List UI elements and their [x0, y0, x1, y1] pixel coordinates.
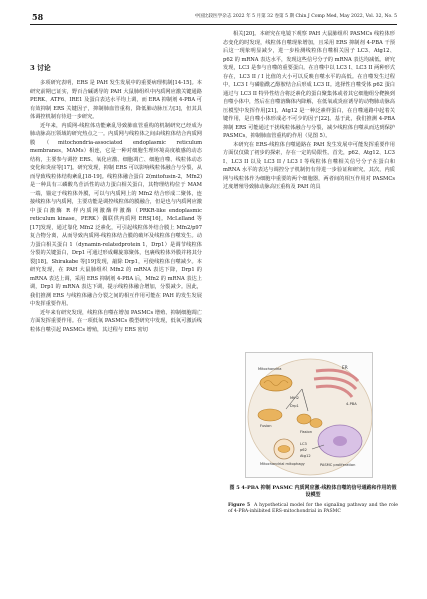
paragraph: 近年来，内质网-线粒体功能紊乱导致肺血管重构的机制研究已经成为肺动脉高压领域的研究热点之一。内质网与线粒体之间由线粒体结合内质网膜（mitochondria-associated endoplasmic reticulum membranes，MAMs）相连，它是一种对细胞生理环境高度敏感的动态结构，主要参与调控 ERS、氧化应激、细胞凋亡、细胞自噬、线粒体动态变化和炎症等[17]。研究发现，抑制 ERS 可以影响线粒体融合与分裂，从而导致线粒体结构紊乱[18-19]。线粒体融合蛋白 2(mitofusin-2，Mfn2) 是一种具有三磷酸鸟苷活性的动力蛋白相关蛋白，其物理结构位于 MAM 一端，锚定于线粒体外膜，可以与内质网上的 Mfn2 结合形成二聚体，连接线粒体与内质网，主要功能是调控线粒体的膜融合，但是也与内质网应激中蛋白激酶 R 样内质网激酶样激酶（PRKR-like endoplasmic reticulum kinase，PERK）偶联供内质网 ERS[16]。McLelland 等[17]发现，通过靠化 Mfn2 泛素化，可引起线粒体外结合膜上 Mfn2/p97 复合物分离，从而导致内质网-线粒体结合膜的破坏及线粒体自噬发生。动力蛋白相关蛋白 1（dynamin-relatedprotein 1，Drp1）是调节线粒体分裂的关键蛋白，Drp1 可通过形成螺旋寡聚体，包裹线粒体外膜并将其分裂[18]。Shirakabe 等[19]发现，敲除 Drp1，可使线粒体自噬减少。本研究发现，在 PAH 大鼠肺组织 Mfn2 的 mRNA 表达下降，Drp1 的 mRNA 表达上调，采用 ERS 抑制剂 4-PBA 后，Mfn2 的 mRNA 表达上调，Drp1 的 mRNA 表达下调，提示线粒体融合增加，分裂减少。因此，我们推测 ERS 与线粒体融合分裂之间的相互作用可能在 PAH 的发生发展中发挥重要作用。 — [30, 122, 202, 307]
lc3-label: LC3 — [300, 442, 307, 446]
er-label: ER — [342, 366, 348, 371]
nucleus-shape — [318, 425, 362, 457]
mitochondria-label: Mitochondria — [258, 367, 282, 371]
paragraph: 多项研究表明，ERS 是 PAH 发生发展中的重要病理机制[14-15]。本研究前期已证实，野百合碱诱导的 PAH 大鼠肺组织中内质网应激关键通路 PERK、ATF6、IRE1 及蛋白表达水平均上调，而 ERA 抑制剂 4-PBA 可有效抑制 ERS 关键因子，抑制肺血管重构，降低肺动脉压力[3]，但其具体调控机制有待进一步研究。 — [30, 80, 202, 120]
figure-caption-cn: 图 5 4-PBA 抑制 PASMC 内质网应激-线粒体自噬的信号通路和作用的假设模型 — [229, 485, 397, 498]
autophagosome-shape — [274, 439, 294, 459]
mitophagy-label: Mitochondrial mitophagy — [260, 462, 305, 466]
figure-5-diagram — [245, 352, 373, 478]
journal-header: 中国比较医学杂志 2022 年 5 月第 32 卷第 5 期 Chin J Comp Med, May 2022, Vol. 32, No. 5 — [194, 14, 397, 19]
atg12-label: Atg12 — [300, 454, 311, 458]
paragraph: 近年来有研究发现，线粒体自噬在增加 PASMCs 增殖、抑制细胞凋亡方面发挥重要作用。在一项低氧 PASMCs 模型研究中发现，低氧可激活线粒体自噬引起 PASMCs 增殖，其过程与 ERS 密切 — [30, 309, 202, 333]
section-heading: 3 讨论 — [30, 64, 51, 72]
pba-label: 4-PBA — [346, 402, 357, 406]
mfn2-label: Mfn2 — [290, 396, 299, 400]
pasmc-label: PASMC proliferation — [320, 463, 356, 467]
header-rule — [30, 24, 397, 25]
page-number: 58 — [32, 12, 44, 22]
mitochondria-shape — [260, 375, 292, 391]
left-column — [30, 30, 202, 334]
drp1-label: Drp1 — [290, 404, 299, 408]
paragraph: 本研究在 ERS-线粒体自噬通路在 PAH 发生发展中可能发挥重要作用方面仅仅做了初步的探索，存在一定的局限性。首先，p62、Atg12、LC3 I、LC3 II 以及 LC3 II / LC3 I 等线粒体自噬相关信号分子在蛋白和 mRNA 水平的表达与调控分子机制仍有待进一步验证和研究。其次，内质网与线粒体作为细胞中重要的两个细胞器，两者间的相互作用对 PASMCs 过度增殖导致肺动脉高压重构及 PAH 的具 — [223, 141, 395, 190]
fusion-label: Fusion — [260, 424, 272, 428]
figure-caption-text: A hypothetical model for the signaling pathway and the role of 4-PBA-inhibited ERS-mitochondrial in PASMC — [228, 503, 398, 515]
figure-label: Figure 5 — [228, 503, 251, 508]
p62-label: p62 — [300, 448, 307, 452]
fusion-mitochondria — [258, 409, 282, 421]
fission-label: Fission — [300, 430, 313, 434]
right-column — [223, 30, 395, 192]
figure-caption-en — [228, 503, 398, 516]
paragraph: 相关[20]。本研究在电镜下观察 PAH 大鼠肺组织 PASMCs 线粒体形态变化的时发现，线粒体自噬现象增加，且采用 ERS 抑制剂 4-PBA 干预后这一现象明显减少，进一步检测线粒体自噬相关因子 LC3、Atg12、p62 的 mRNA 表达水平，发现这些信号分子的 mRNA 表达均减低。研究发现，LC3 是参与自噬的重要蛋白。在自噬中以 LC3 I、LC3 II 两种形式存在，LC3 II / I 比值的大小可以反映自噬水平的高低。在自噬发生过程中，LC3 I 与磷脂酰乙醇胺结合后形成 LC3 II。选择性自噬受体 p62 蛋白通过与 LC3 II 特异性结合将泛素化的蛋白聚集体或者其它细胞组分靶换到自噬小体中，然后在自噬溶酶体内降解，在低氧或炎症诱导的动物肺动脉高压模型中发挥作用[21]。Atg12 是一种泛素样蛋白，在自噬通路中起着关键作用，是自噬小体形成必不可少的因子[22]。基于此，我们推测 4-PBA 抑制 ERS 可能通过干扰线粒体融合与分裂，减少线粒体自噬从而达到保护 PASMCs，抑制肺血管重构的作用（见图 5）。 — [223, 31, 395, 139]
